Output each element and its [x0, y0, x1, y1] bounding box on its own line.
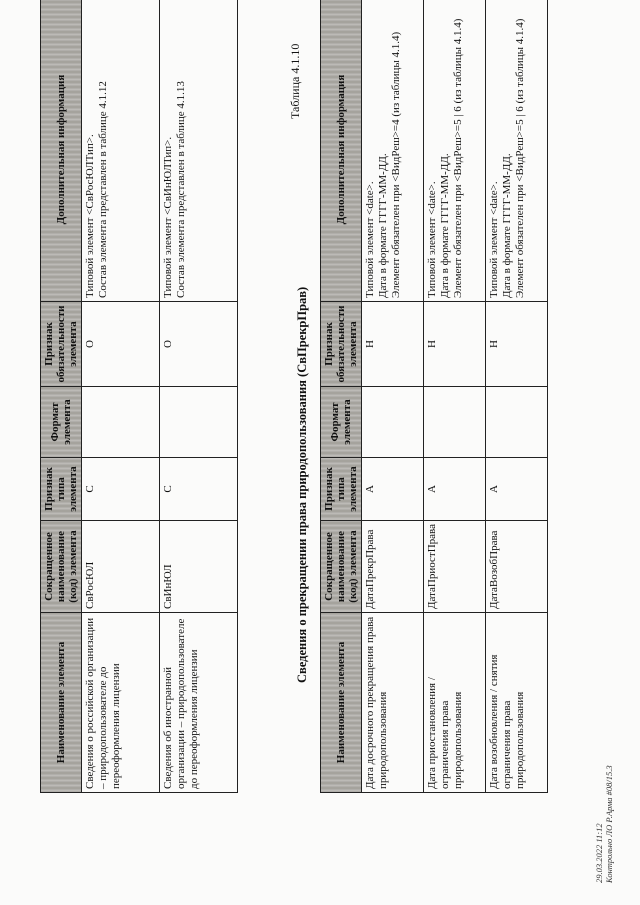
cell-required: Н — [362, 302, 424, 387]
table-heading: Сведения о прекращении права природопользования (СвПрекрПрав) — [295, 286, 309, 683]
info-line: Состав элемента представлен в таблице 4.1.13 — [175, 81, 187, 298]
info-line: Дата в формате ГГГГ-ММ-ДД. — [439, 153, 451, 298]
header-format: Формат элемента — [321, 387, 362, 458]
cell-type: А — [424, 458, 486, 521]
cell-code: ДатаПрекрПрава — [362, 521, 424, 613]
header-short-name: Сокращенное наименование (код) элемента — [321, 521, 362, 613]
header-type: Признак типа элемента — [321, 458, 362, 521]
cell-type: С — [160, 458, 238, 521]
table-caption: Таблица 4.1.10 — [288, 43, 302, 119]
stamp-date: 29.03.2022 11:12 — [594, 823, 604, 883]
table-row — [424, 0, 486, 793]
table-row — [362, 0, 424, 793]
cell-format — [82, 387, 160, 458]
cell-format — [362, 387, 424, 458]
header-short-name: Сокращенное наименование (код) элемента — [41, 521, 82, 613]
cell-name: Дата досрочного прекращения права природопользования — [362, 613, 424, 793]
table-row — [486, 0, 548, 793]
cell-required: Н — [486, 302, 548, 387]
cell-code: СвРосЮЛ — [82, 521, 160, 613]
table-row — [82, 0, 160, 793]
header-info: Дополнительная информация — [41, 0, 82, 302]
table-header-row — [41, 0, 82, 793]
cell-type: А — [486, 458, 548, 521]
table-continuation — [40, 0, 238, 793]
info-line: Элемент обязателен при <ВидРеш>=5 | 6 (из таблицы 4.1.4) — [452, 18, 464, 298]
info-line: Типовой элемент <СвИнЮЛТип>. — [162, 136, 174, 298]
info-line: Дата в формате ГГГГ-ММ-ДД. — [377, 153, 389, 298]
cell-required: Н — [424, 302, 486, 387]
cell-required: О — [160, 302, 238, 387]
info-line: Элемент обязателен при <ВидРеш>=4 (из таблицы 4.1.4) — [390, 31, 402, 298]
stamp-text: Контрольно ЛО Р.Арма #08/15.3 — [604, 765, 614, 883]
cell-info — [424, 0, 486, 302]
cell-name: Дата возобновления / снятия ограничения права природопользования — [486, 613, 548, 793]
header-element-name: Наименование элемента — [321, 613, 362, 793]
cell-format — [486, 387, 548, 458]
cell-info — [82, 0, 160, 302]
cell-code: ДатаПриостПрава — [424, 521, 486, 613]
header-format: Формат элемента — [41, 387, 82, 458]
header-info: Дополнительная информация — [321, 0, 362, 302]
cell-format — [160, 387, 238, 458]
cell-code: ДатаВозобПрава — [486, 521, 548, 613]
cell-info — [160, 0, 238, 302]
info-line: Типовой элемент <date>. — [488, 181, 500, 298]
cell-name: Сведения об иностранной организации – природопользователе до переоформления лицензии — [160, 613, 238, 793]
cell-info — [362, 0, 424, 302]
info-line: Типовой элемент <date>. — [426, 181, 438, 298]
info-line: Типовой элемент <СвРосЮЛТип>. — [84, 134, 96, 298]
header-required: Признак обязательности элемента — [41, 302, 82, 387]
table-svprekrprav — [320, 0, 548, 793]
cell-name: Дата приостановления / ограничения права природопользования — [424, 613, 486, 793]
header-type: Признак типа элемента — [41, 458, 82, 521]
cell-code: СвИнЮЛ — [160, 521, 238, 613]
info-line: Состав элемента представлен в таблице 4.1.12 — [97, 81, 109, 298]
cell-format — [424, 387, 486, 458]
scan-stamp — [594, 765, 614, 883]
header-element-name: Наименование элемента — [41, 613, 82, 793]
table-row — [160, 0, 238, 793]
table-header-row — [321, 0, 362, 793]
cell-name: Сведения о российской организации – природопользователе до переоформления лицензии — [82, 613, 160, 793]
header-required: Признак обязательности элемента — [321, 302, 362, 387]
cell-type: С — [82, 458, 160, 521]
cell-info — [486, 0, 548, 302]
cell-required: О — [82, 302, 160, 387]
info-line: Типовой элемент <date>. — [364, 181, 376, 298]
info-line: Дата в формате ГГГГ-ММ-ДД. — [501, 153, 513, 298]
info-line: Элемент обязателен при <ВидРеш>=5 | 6 (из таблицы 4.1.4) — [514, 18, 526, 298]
cell-type: А — [362, 458, 424, 521]
